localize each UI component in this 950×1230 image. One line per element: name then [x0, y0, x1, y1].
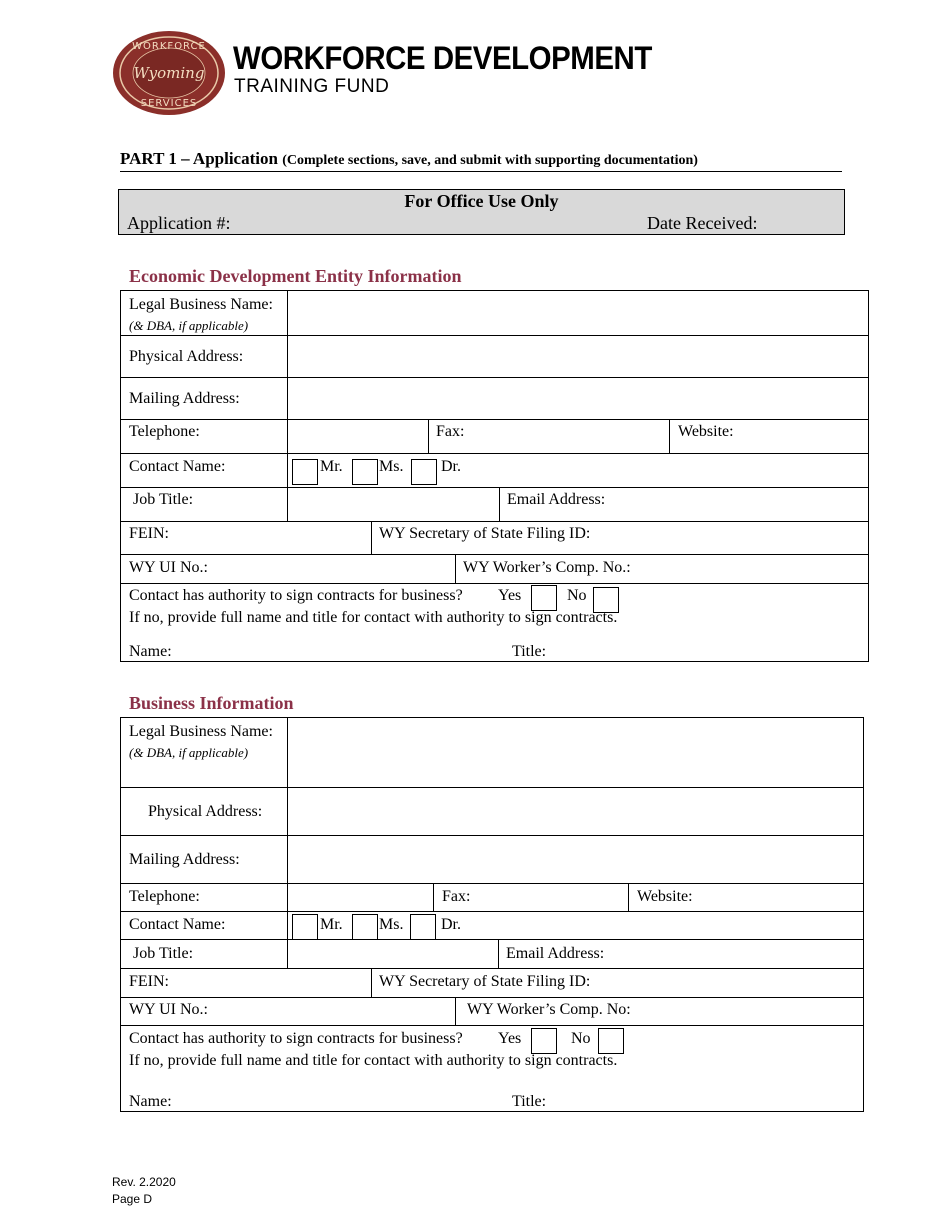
brand-subtitle: TRAINING FUND	[234, 76, 390, 97]
page-label: Page D	[112, 1192, 153, 1206]
business-physical-address-field[interactable]	[288, 788, 862, 834]
entity-mr-checkbox[interactable]	[292, 459, 318, 485]
entity-no-label: No	[567, 587, 587, 604]
entity-legal-name-input[interactable]	[288, 291, 867, 335]
business-job-title-label: Job Title:	[133, 945, 194, 962]
business-email-label: Email Address:	[506, 945, 605, 962]
office-use-box	[118, 189, 845, 235]
entity-sos-label: WY Secretary of State Filing ID:	[379, 525, 591, 542]
entity-telephone-label: Telephone:	[129, 423, 200, 440]
svg-text:Wyoming: Wyoming	[133, 64, 205, 82]
entity-fein-label: FEIN:	[129, 525, 169, 542]
entity-contact-name-label: Contact Name:	[129, 458, 226, 475]
business-mr-checkbox[interactable]	[292, 914, 318, 940]
business-sos-label: WY Secretary of State Filing ID:	[379, 973, 591, 990]
date-received-label: Date Received:	[647, 213, 758, 233]
entity-physical-address-label: Physical Address:	[129, 348, 244, 365]
business-yes-label: Yes	[498, 1030, 522, 1047]
entity-yes-checkbox[interactable]	[531, 585, 557, 611]
entity-title-label: Title:	[512, 643, 547, 660]
business-authority-note: If no, provide full name and title for contact with authority to sign contracts.	[129, 1052, 618, 1069]
business-ms-checkbox[interactable]	[352, 914, 378, 940]
business-mailing-address-field[interactable]	[288, 836, 862, 882]
entity-section-title: Economic Development Entity Information	[129, 266, 462, 286]
business-section-title: Business Information	[129, 693, 294, 713]
entity-website-label: Website:	[678, 423, 734, 440]
entity-fax-label: Fax:	[436, 423, 465, 440]
part-title: PART 1 – Application	[120, 149, 278, 168]
business-website-label: Website:	[637, 888, 693, 905]
entity-dr-checkbox[interactable]	[411, 459, 437, 485]
business-ui-label: WY UI No.:	[129, 1001, 208, 1018]
office-title: For Office Use Only	[404, 191, 559, 211]
entity-yes-label: Yes	[498, 587, 522, 604]
entity-form-table	[120, 290, 869, 662]
entity-legal-name-field[interactable]	[288, 336, 867, 376]
business-comp-label: WY Worker’s Comp. No:	[467, 1001, 631, 1018]
entity-ms-checkbox[interactable]	[352, 459, 378, 485]
entity-mailing-address-field[interactable]	[288, 378, 867, 418]
entity-job-title-label: Job Title:	[133, 491, 194, 508]
business-form-table	[120, 717, 864, 1112]
business-telephone-label: Telephone:	[129, 888, 200, 905]
business-fein-label: FEIN:	[129, 973, 169, 990]
entity-ms-label: Ms.	[379, 458, 404, 475]
business-contact-name-label: Contact Name:	[129, 916, 226, 933]
entity-ui-label: WY UI No.:	[129, 559, 208, 576]
entity-mailing-address-label: Mailing Address:	[129, 390, 240, 407]
entity-authority-question: Contact has authority to sign contracts for business?	[129, 587, 463, 604]
entity-mr-label: Mr.	[320, 458, 343, 475]
entity-name-label: Name:	[129, 643, 172, 660]
business-dr-checkbox[interactable]	[410, 914, 436, 940]
svg-text:SERVICES: SERVICES	[140, 98, 198, 109]
entity-email-label: Email Address:	[507, 491, 606, 508]
business-authority-question: Contact has authority to sign contracts for business?	[129, 1030, 463, 1047]
entity-comp-label: WY Worker’s Comp. No.:	[463, 559, 631, 576]
application-number-label: Application #:	[127, 213, 231, 233]
svg-text:WORKFORCE: WORKFORCE	[132, 41, 206, 52]
part-heading	[120, 149, 842, 172]
business-fax-label: Fax:	[442, 888, 471, 905]
business-mailing-address-label: Mailing Address:	[129, 851, 240, 868]
business-dr-label: Dr.	[441, 916, 461, 933]
wyoming-services-seal-logo	[112, 30, 226, 116]
entity-authority-note: If no, provide full name and title for contact with authority to sign contracts.	[129, 609, 618, 626]
business-yes-checkbox[interactable]	[531, 1028, 557, 1054]
brand-title: WORKFORCE DEVELOPMENT	[233, 40, 652, 76]
business-name-label: Name:	[129, 1093, 172, 1110]
entity-legal-name-label: Legal Business Name:	[129, 296, 273, 313]
entity-dba-note: (& DBA, if applicable)	[129, 318, 249, 333]
business-mr-label: Mr.	[320, 916, 343, 933]
business-no-label: No	[571, 1030, 591, 1047]
business-title-label: Title:	[512, 1093, 547, 1110]
business-legal-name-input[interactable]	[288, 718, 862, 786]
business-ms-label: Ms.	[379, 916, 404, 933]
entity-dr-label: Dr.	[441, 458, 461, 475]
business-physical-address-label: Physical Address:	[148, 803, 263, 820]
business-legal-name-label: Legal Business Name:	[129, 723, 273, 740]
business-dba-note: (& DBA, if applicable)	[129, 745, 249, 760]
part-subtitle: (Complete sections, save, and submit with supporting documentation)	[282, 153, 698, 168]
business-no-checkbox[interactable]	[598, 1028, 624, 1054]
revision-label: Rev. 2.2020	[112, 1175, 176, 1189]
